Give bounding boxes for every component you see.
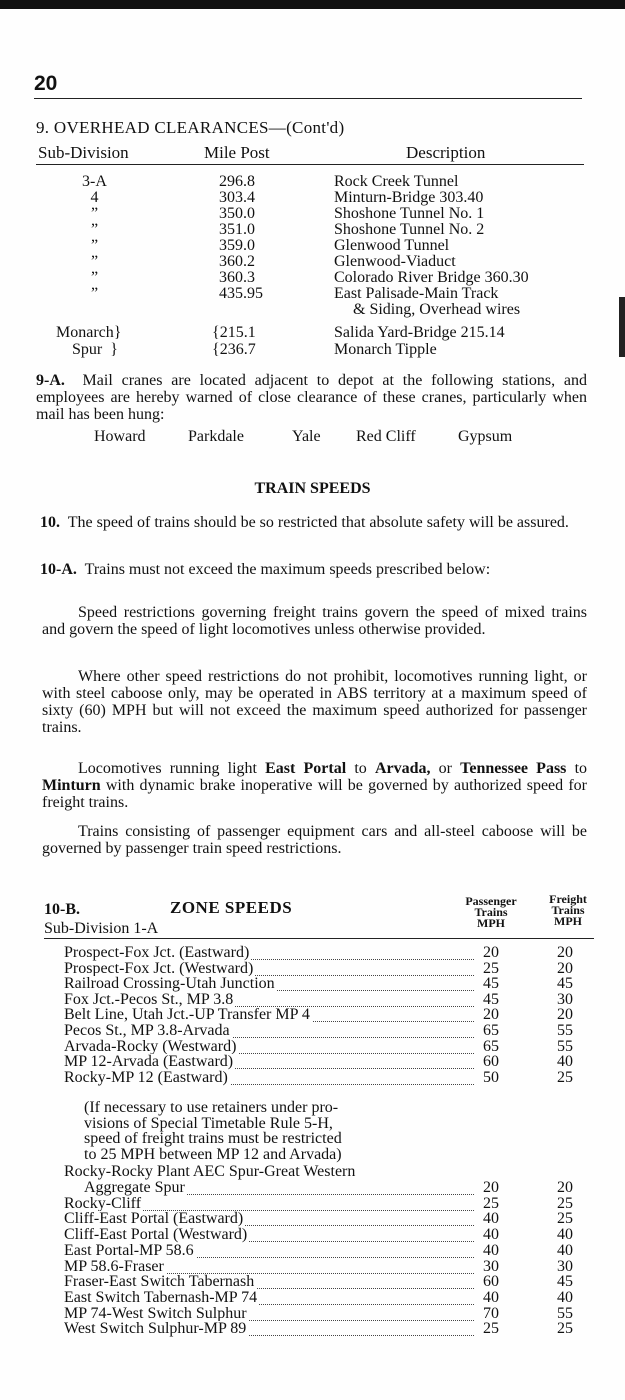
passenger-speed: 45 (476, 976, 506, 992)
freight-speed: 55 (557, 1304, 573, 1322)
passenger-speed: 20 (476, 945, 506, 961)
monarch-mp2: {236.7 (212, 341, 256, 358)
freight-speed: 45 (557, 975, 573, 993)
clearance-subdivision: ” (90, 269, 99, 286)
clearance-subdivision: 3-A (82, 173, 107, 190)
brace-icon: { (212, 324, 220, 341)
zone-segment: Belt Line, Utah Jct.-UP Transfer MP 4 (64, 1006, 310, 1024)
zone-subdivision: Sub-Division 1-A (44, 920, 159, 937)
col-header-description: Description (406, 143, 486, 162)
zone-speed-row (64, 1211, 584, 1227)
zone-segment: Arvada-Rocky (Westward) (64, 1037, 237, 1055)
train-speeds-heading: TRAIN SPEEDS (254, 480, 371, 497)
freight-speed: 20 (557, 944, 573, 961)
station: Red Cliff (356, 428, 416, 445)
passenger-speed: 40 (476, 1243, 506, 1259)
zone-segment: West Switch Sulphur-MP 89 (64, 1320, 247, 1338)
brace-icon: { (212, 341, 220, 358)
clearance-subdivision: ” (90, 237, 99, 254)
zone-segment: Fraser-East Switch Tabernash (64, 1273, 255, 1291)
zone-speed-row (64, 1023, 584, 1039)
monarch-mp1: {215.1 (212, 324, 256, 341)
zone-segment: Rocky-MP 12 (Eastward) (64, 1068, 228, 1086)
zone-speed-row (64, 1290, 584, 1306)
col-header-subdivision: Sub-Division (38, 143, 129, 162)
clearance-subdivision: ” (90, 205, 99, 222)
clearance-milepost: 351.0 (219, 221, 255, 238)
zone-segment: Prospect-Fox Jct. (Westward) (64, 959, 254, 977)
zone-speed-row (64, 1321, 584, 1337)
station: Gypsum (458, 428, 513, 445)
passenger-speed: 60 (476, 1054, 506, 1070)
zone-row-rocky-plant: Rocky-Rocky Plant AEC Spur-Great Western (64, 1163, 356, 1180)
zone-speed-row (64, 1243, 584, 1259)
clearance-subdivision: ” (90, 221, 99, 238)
zone-speed-row (64, 976, 584, 992)
clearance-milepost: 359.0 (219, 237, 255, 254)
monarch-sub-line1: Monarch} (56, 324, 122, 341)
monarch-sub-line2: Spur } (72, 341, 118, 358)
passenger-speed: 45 (476, 992, 506, 1008)
freight-speed: 30 (557, 990, 573, 1008)
section-9-title: 9. OVERHEAD CLEARANCES—(Cont'd) (36, 118, 345, 137)
passenger-speed: 20 (476, 1007, 506, 1023)
freight-speed: 40 (557, 1226, 573, 1244)
zone-speed-row (64, 1227, 584, 1243)
passenger-speed: 40 (476, 1290, 506, 1306)
station: Parkdale (188, 428, 244, 445)
monarch-desc2: Monarch Tipple (334, 341, 437, 358)
clearance-description: East Palisade-Main Track (334, 285, 499, 302)
zone-segment: MP 74-West Switch Sulphur (64, 1304, 247, 1322)
zone-segment: Cliff-East Portal (Westward) (64, 1226, 248, 1244)
zone-segment: Fox Jct.-Pecos St., MP 3.8 (64, 990, 234, 1008)
col-header-freight: Freight Trains MPH (549, 892, 587, 928)
zone-speed-row (64, 1306, 584, 1322)
speed-restrictions-paragraph: Speed restrictions governing freight trains govern the speed of mixed trains and govern the speed of light locomotives unless otherwise provided. (42, 604, 587, 638)
retainer-note-line: visions of Special Timetable Rule 5-H, (84, 1114, 333, 1132)
zone-speed-row (64, 1070, 584, 1086)
freight-speed: 55 (557, 1037, 573, 1055)
zone-segment: MP 58.6-Fraser (64, 1257, 164, 1275)
brace-icon: } (113, 324, 122, 341)
freight-speed: 25 (557, 1068, 573, 1086)
clearance-milepost: 435.95 (219, 285, 263, 302)
passenger-speed: 20 (476, 1180, 506, 1196)
zone-segment: East Switch Tabernash-MP 74 (64, 1288, 258, 1306)
passenger-speed: 65 (476, 1039, 506, 1055)
station: Yale (292, 428, 321, 445)
zone-speed-row (84, 1180, 604, 1196)
section-9a-number: 9-A. (36, 372, 65, 389)
zone-speed-row (64, 1259, 584, 1275)
freight-speed: 25 (557, 1320, 573, 1338)
freight-speed: 55 (557, 1022, 573, 1039)
passenger-equipment-paragraph: Trains consisting of passenger equipment cars and all-steel caboose will be governed by passenger train speed restrictions. (42, 823, 587, 857)
zone-segment: Aggregate Spur (84, 1179, 185, 1196)
freight-speed: 30 (557, 1257, 573, 1275)
clearance-description: Glenwood Tunnel (334, 237, 450, 254)
clearance-description: Shoshone Tunnel No. 1 (334, 205, 485, 222)
zone-segment: Pecos St., MP 3.8-Arvada (64, 1022, 230, 1039)
passenger-speed: 65 (476, 1023, 506, 1039)
freight-speed: 40 (557, 1288, 573, 1306)
clearance-milepost: 303.4 (219, 189, 255, 206)
table-rule-top (36, 164, 584, 165)
clearance-description: Glenwood-Viaduct (334, 253, 456, 270)
passenger-speed: 40 (476, 1227, 506, 1243)
page-number: 20 (34, 72, 58, 95)
clearance-subdivision: 4 (90, 189, 99, 206)
zone-speed-row (64, 961, 584, 977)
zone-segment: Rocky-Cliff (64, 1194, 142, 1212)
passenger-speed: 25 (476, 1321, 506, 1337)
freight-speed: 40 (557, 1241, 573, 1259)
brace-icon: } (110, 341, 118, 358)
clearance-subdivision: ” (90, 253, 99, 270)
zone-speed-row (64, 945, 584, 961)
freight-speed: 20 (557, 959, 573, 977)
zone-speed-row (64, 1039, 584, 1055)
top-edge-bar (0, 0, 625, 9)
clearance-continuation: & Siding, Overhead wires (353, 301, 521, 318)
freight-speed: 40 (557, 1053, 573, 1071)
zone-speed-row (64, 1196, 584, 1212)
passenger-speed: 50 (476, 1070, 506, 1086)
clearance-milepost: 360.3 (219, 269, 255, 286)
clearance-description: Shoshone Tunnel No. 2 (334, 221, 485, 238)
dynamic-brake-paragraph: Locomotives running light East Portal to Arvada, or Tennessee Pass to Minturn with dynamic brake inoperative will be governed by authorized speed for freight trains. (42, 760, 588, 811)
light-locomotive-paragraph: Where other speed restrictions do not prohibit, locomotives running light, or with steel caboose only, may be operated in ABS territory at a maximum speed of sixty (60) MPH but will not exceed the maximum speed authorized for passenger trains. (42, 668, 587, 736)
clearance-subdivision: ” (90, 285, 99, 302)
zone-segment: East Portal-MP 58.6 (64, 1241, 194, 1259)
monarch-desc1: Salida Yard-Bridge 215.14 (334, 324, 505, 341)
retainer-note-line: to 25 MPH between MP 12 and Arvada) (84, 1146, 342, 1164)
passenger-speed: 70 (476, 1306, 506, 1322)
col-header-passenger: Passenger Trains MPH (465, 894, 517, 930)
retainer-note-line: (If necessary to use retainers under pro- (84, 1099, 339, 1116)
zone-speeds-title: ZONE SPEEDS (170, 898, 293, 917)
clearance-milepost: 360.2 (219, 253, 255, 270)
zone-table-rule (44, 938, 594, 939)
clearance-description: Rock Creek Tunnel (334, 173, 459, 190)
col-header-milepost: Mile Post (204, 143, 270, 162)
freight-speed: 25 (557, 1210, 573, 1228)
zone-speed-row (64, 992, 584, 1008)
freight-speed: 20 (557, 1179, 573, 1196)
section-9a-paragraph: 9-A. Mail cranes are located adjacent to depot at the following stations, and employees are hereby warned of close clearance of these cranes, particularly when mail has been hung: (36, 372, 588, 423)
freight-speed: 25 (557, 1194, 573, 1212)
clearance-description: Minturn-Bridge 303.40 (334, 189, 484, 206)
section-10a-paragraph: 10-A. Trains must not exceed the maximum speeds prescribed below: (40, 561, 491, 578)
zone-speed-row (64, 1274, 584, 1290)
station: Howard (94, 428, 146, 445)
zone-segment: Cliff-East Portal (Eastward) (64, 1210, 244, 1228)
section-10-paragraph: 10. The speed of trains should be so restricted that absolute safety will be assured. (40, 514, 569, 531)
section-10b-number: 10-B. (44, 901, 80, 918)
header-rule (34, 98, 582, 99)
scan-edge-mark (619, 297, 625, 357)
zone-speed-row (64, 1007, 584, 1023)
zone-segment: Railroad Crossing-Utah Junction (64, 975, 275, 993)
passenger-speed: 25 (476, 961, 506, 977)
passenger-speed: 30 (476, 1259, 506, 1275)
freight-speed: 20 (557, 1006, 573, 1024)
clearance-milepost: 296.8 (219, 173, 255, 190)
zone-segment: MP 12-Arvada (Eastward) (64, 1053, 234, 1071)
zone-segment: Prospect-Fox Jct. (Eastward) (64, 944, 250, 961)
clearance-milepost: 350.0 (219, 205, 255, 222)
freight-speed: 45 (557, 1273, 573, 1291)
retainer-note-line: speed of freight trains must be restricted (84, 1130, 342, 1148)
passenger-speed: 60 (476, 1274, 506, 1290)
passenger-speed: 40 (476, 1211, 506, 1227)
passenger-speed: 25 (476, 1196, 506, 1212)
clearance-description: Colorado River Bridge 360.30 (334, 269, 529, 286)
zone-speed-row (64, 1054, 584, 1070)
